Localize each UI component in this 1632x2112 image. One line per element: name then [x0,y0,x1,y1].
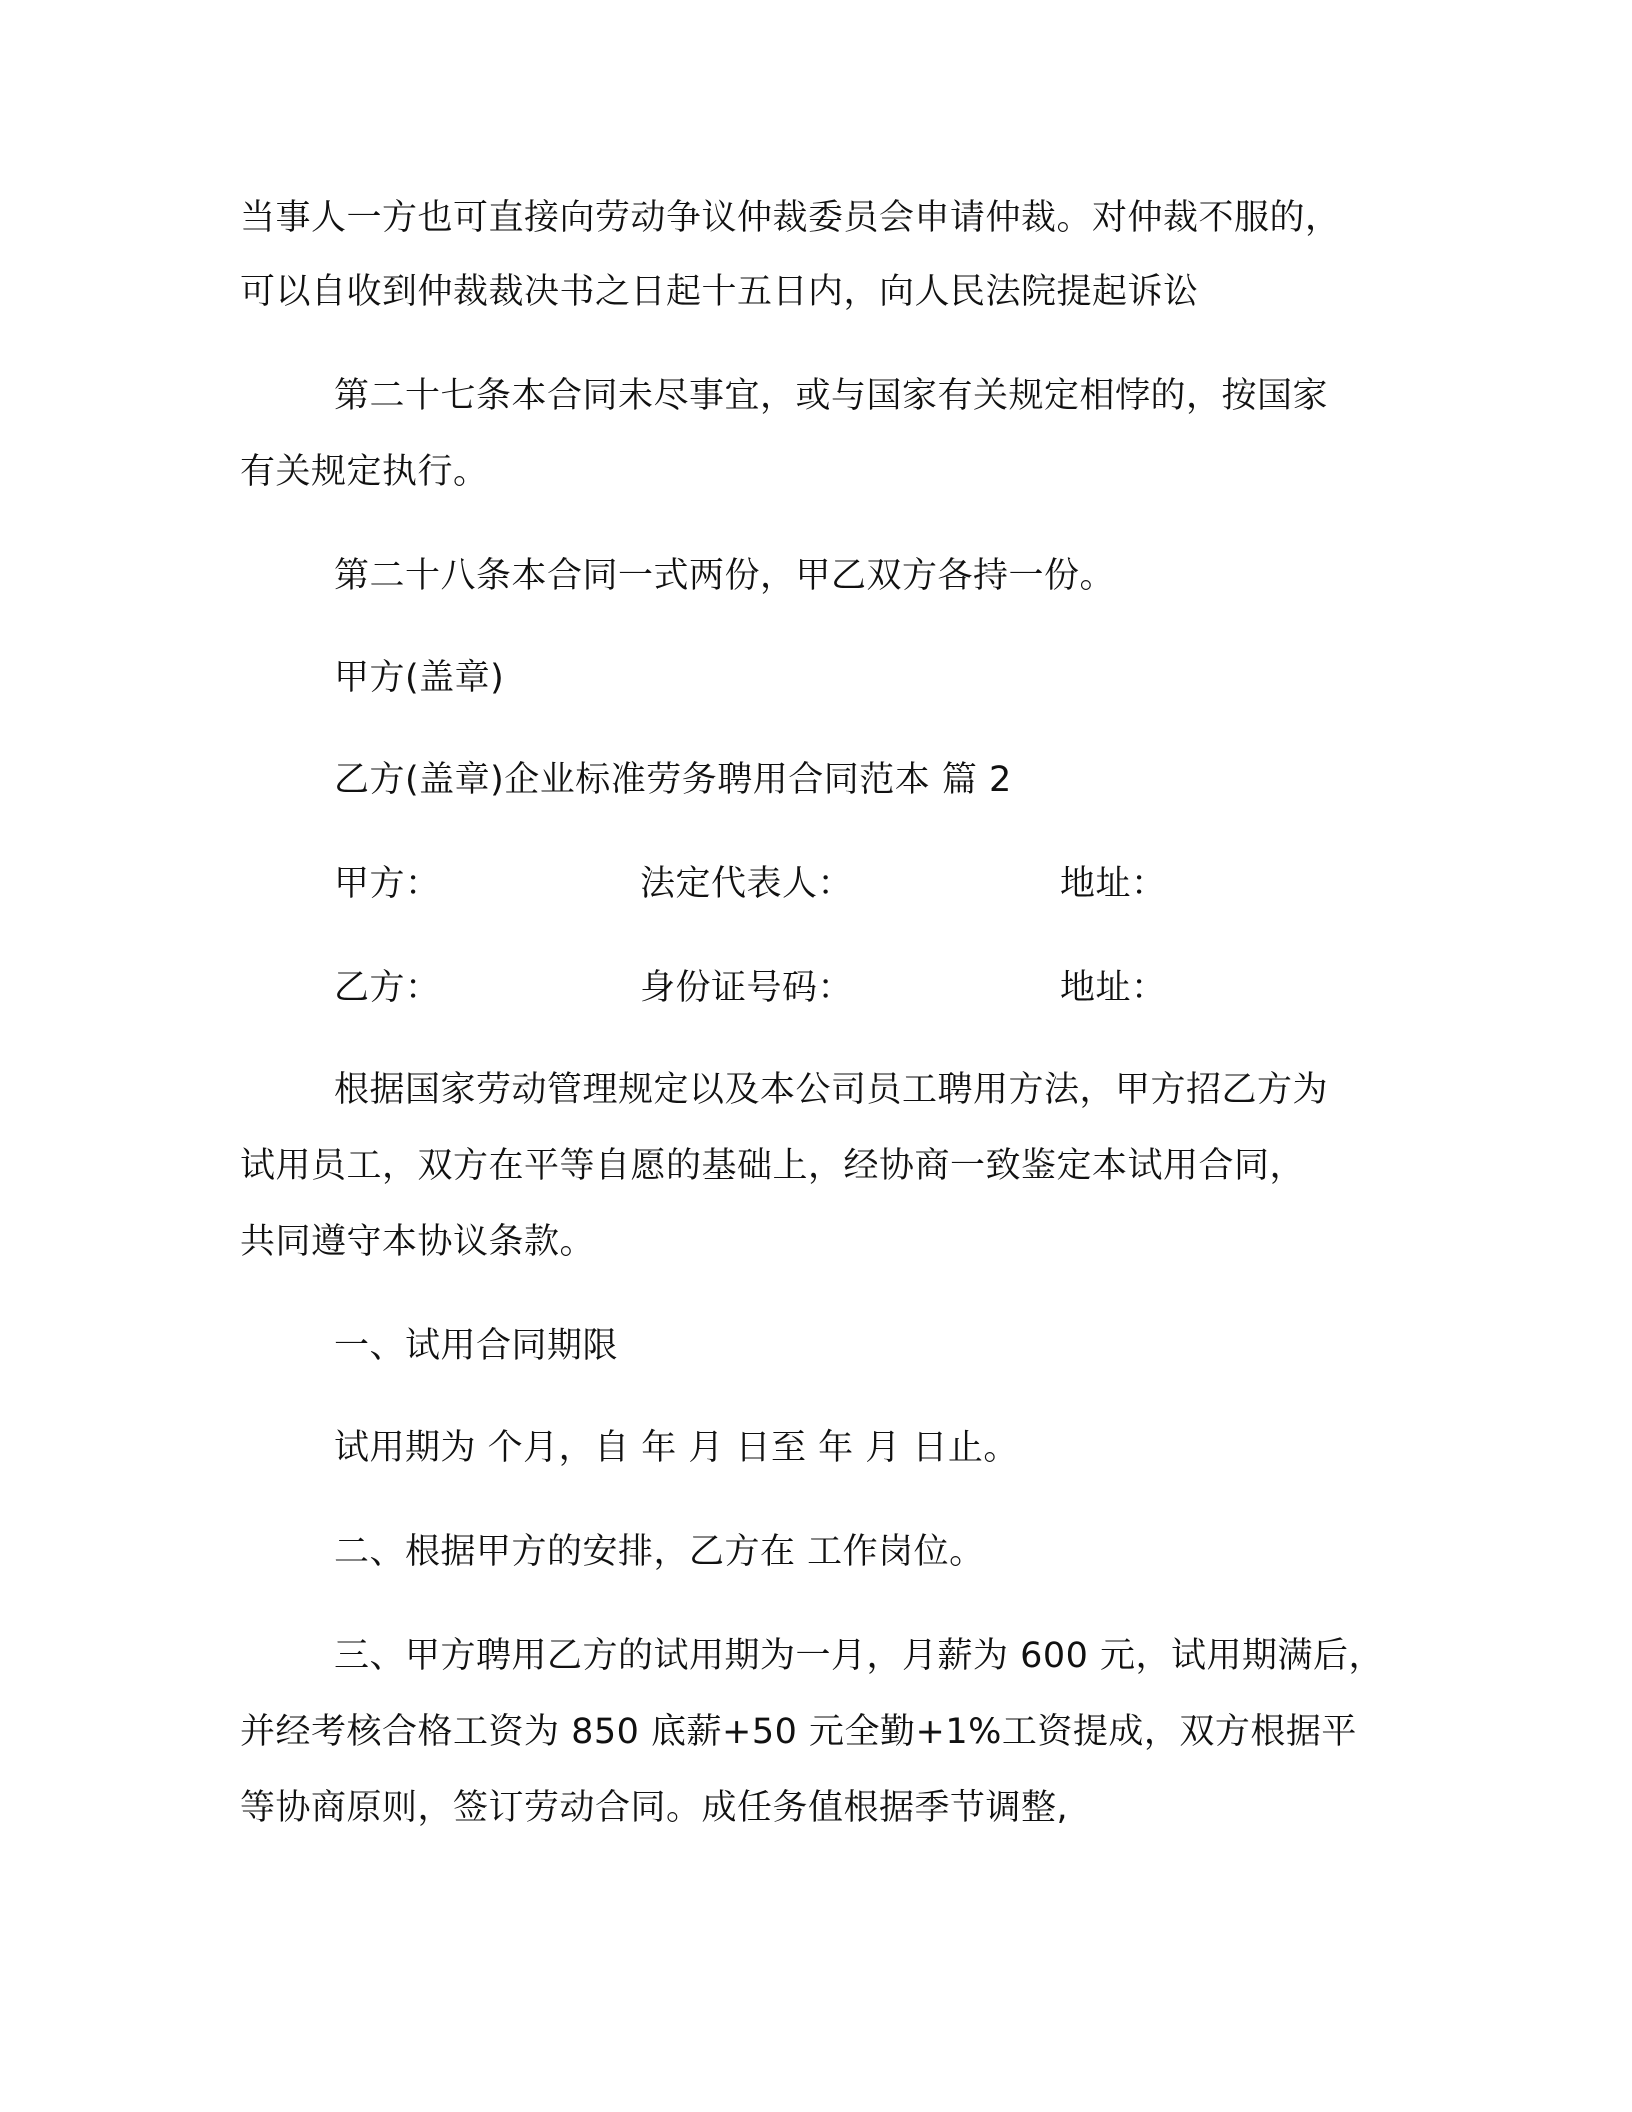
text-line: 共同遵守本协议条款。 [240,1222,596,1262]
text-line: 可以自收到仲裁裁决书之日起十五日内，向人民法院提起诉讼 [240,272,1199,312]
text-line: 并经考核合格工资为 850 底薪+50 元全勤+1%工资提成，双方根据平 [240,1712,1357,1752]
text-line: 二、根据甲方的安排，乙方在 工作岗位。 [334,1532,985,1572]
text-line: 试用员工，双方在平等自愿的基础上，经协商一致鉴定本试用合同， [240,1146,1306,1186]
party-a-label: 甲方： [334,864,441,904]
text-line: 第二十八条本合同一式两份，甲乙双方各持一份。 [334,556,1116,596]
party-b-address-label: 地址： [1060,968,1167,1008]
text-line: 三、甲方聘用乙方的试用期为一月，月薪为 600 元，试用期满后， [334,1636,1385,1676]
text-line: 当事人一方也可直接向劳动争议仲裁委员会申请仲裁。对仲裁不服的， [240,198,1341,238]
text-line: 第二十七条本合同未尽事宜，或与国家有关规定相悖的，按国家 [334,376,1329,416]
text-line: 根据国家劳动管理规定以及本公司员工聘用方法，甲方招乙方为 [334,1070,1329,1110]
id-number-label: 身份证号码： [640,968,854,1008]
text-line: 试用期为 个月，自 年 月 日至 年 月 日止。 [334,1428,1019,1468]
section-heading: 一、试用合同期限 [334,1326,619,1366]
party-a-address-label: 地址： [1060,864,1167,904]
text-line: 乙方(盖章)企业标准劳务聘用合同范本 篇 2 [334,760,1012,800]
legal-representative-label: 法定代表人： [640,864,854,904]
text-line: 有关规定执行。 [240,452,489,492]
text-line: 甲方(盖章) [334,658,505,698]
text-line: 等协商原则，签订劳动合同。成任务值根据季节调整, [240,1788,1069,1828]
party-b-label: 乙方： [334,968,441,1008]
